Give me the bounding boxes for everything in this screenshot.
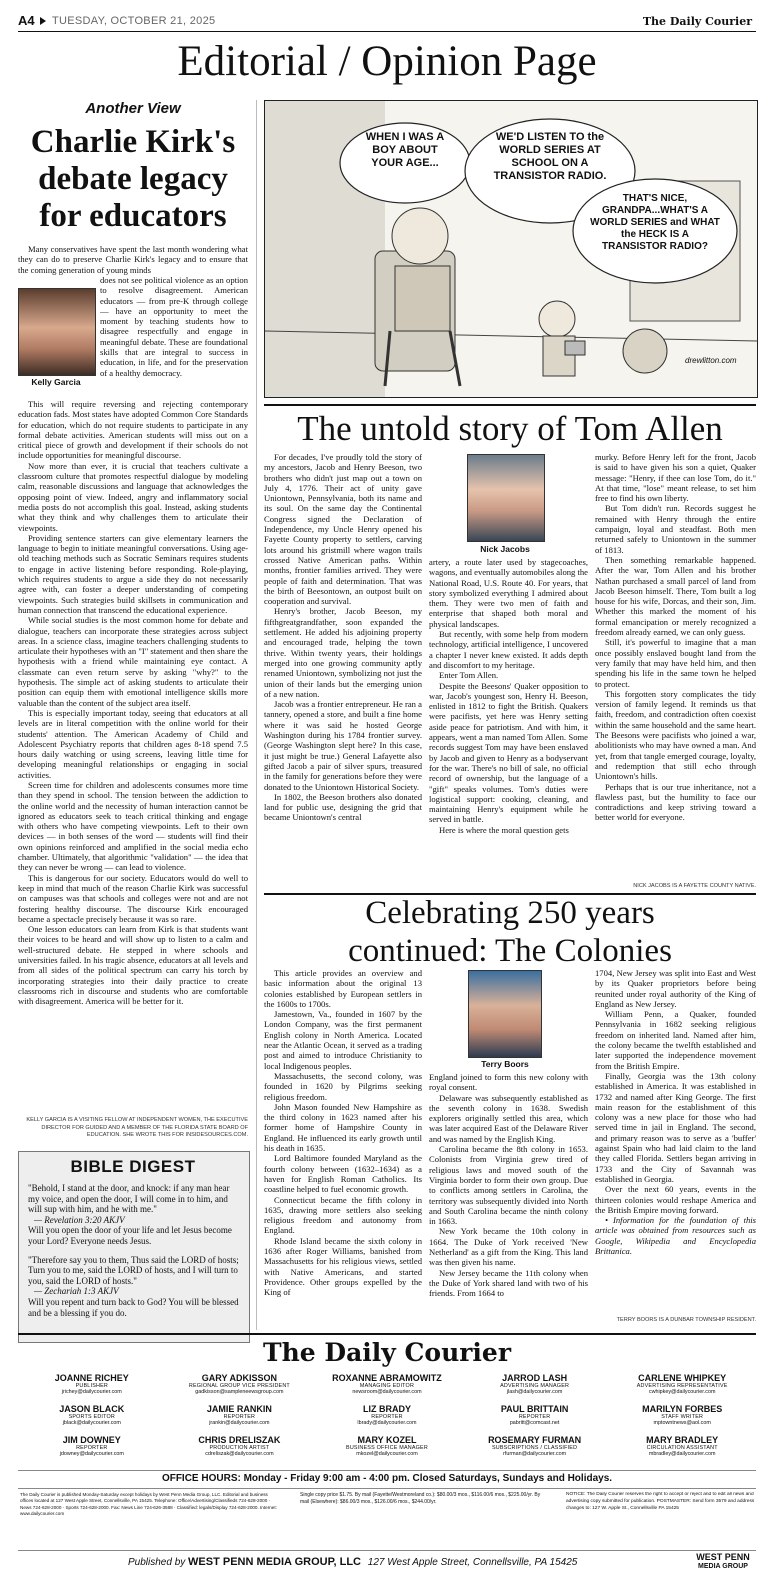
staff-email: mbradley@dailycourier.com (648, 1451, 716, 1457)
staff-name: CARLENE WHIPKEY (638, 1373, 727, 1383)
kirk-paragraph: Screen time for children and adolescents consumes more time than they spend in school. The tension between the addiction to the online world and the necessity of human interaction cannot be ignored as educators seek to teach critical thinking and engage with others who have competing viewpoints. Left to their own devices — in both senses of the word — students will find their own opinions reinforced and amplified in the social media echo chamber. Ultimately, that algorithmic "validation" — the idea that they can never be wrong — can lead to violence. (18, 779, 248, 873)
staff-email: jrankin@dailycourier.com (209, 1420, 270, 1426)
kirk-paragraph: Now more than ever, it is crucial that teachers cultivate a classroom culture that promotes respectful dialogue by modeling calm, reasonable discussions and language that acknowledges the opposing point of view. Indeed, angry and inflammatory social media posts do not accomplish this goal. Instead, asking students what they think and why challenges them to articulate their viewpoints. (18, 460, 248, 533)
staff-title: CIRCULATION ASSISTANT (646, 1445, 718, 1451)
kirk-tagline: KELLY GARCIA IS A VISITING FELLOW AT INDEPENDENT WOMEN, THE EXECUTIVE DIRECTOR FOR GUIDED AND A MEMBER OF THE FLORIDA STATE BOARD OF EDUCATION. SHE WROTE THIS FOR INSIDESOURCES.COM. (26, 1117, 248, 1138)
office-hours: OFFICE HOURS: Monday - Friday 9:00 am - 4:00 pm. Closed Saturdays, Sundays and Holidays. (161, 1473, 613, 1484)
colonies-col-2 (429, 1072, 588, 1324)
allen-headline: The untold story of Tom Allen (297, 409, 723, 448)
allen-paragraph: Henry's brother, Jacob Beeson, my fifthgreatgrandfather, soon expanded the settlement. He added his adjoining property and encouraged trade, helping the town thrive. Within twenty years, their holdings merged into one growing community aptly renamed Uniontown, symbolizing not just the union of their lands but the emerging union of a new nation. (264, 606, 422, 699)
staff-name: ROSEMARY FURMAN (488, 1435, 582, 1445)
colonies-paragraph: Carolina became the 8th colony in 1653. Colonists from Virginia grew tired of religious laws and moved south of the Virginia border to form their own group. Due to conflicts among settlers in Carolina, the territory was subsequently divided into North and South Carolina became the ninth colony in 1663. (429, 1144, 588, 1227)
cartoon-bubble-2: WE'D LISTEN TO the WORLD SERIES AT SCHOOL ON A TRANSISTOR RADIO. (493, 131, 607, 182)
bible-comment-1: Will you open the door of your life and let Jesus become your Lord? Everyone needs Jesus. (28, 1225, 232, 1246)
staff-name: MARY BRADLEY (646, 1435, 719, 1445)
page-title: Editorial / Opinion Page (177, 38, 597, 85)
terry-boors-photo (468, 970, 542, 1058)
allen-paragraph: In 1802, the Beeson brothers also donated land for public use, designing the grid that became Uniontown's central (264, 791, 422, 823)
bible-verse-2: "Therefore say you to them, Thus said the LORD of hosts; Turn you to me, said the LORD of hosts, and I will turn to you, said the LORD of hosts." (28, 1254, 239, 1286)
publisher-prefix: Published by (128, 1557, 186, 1568)
staff-title: REPORTER (223, 1414, 256, 1420)
staff-title: MANAGING EDITOR (359, 1383, 415, 1389)
kelly-garcia-caption: Kelly Garcia (31, 377, 81, 387)
colonies-headline: Celebrating 250 years continued: The Colonies (348, 895, 672, 969)
staff-title: SUBSCRIPTIONS / CLASSIFIED (491, 1445, 578, 1451)
allen-paragraph: Perhaps that is our true inheritance, not a flawless past, but the humility to face our contradictions and keep striving toward a better world for everyone. (595, 781, 756, 823)
colonies-paragraph: New York became the 10th colony in 1664. The Duke of York received 'New Netherland' as a gift from the King. This land was then given his name. (429, 1226, 588, 1268)
staff-title: REPORTER (371, 1414, 403, 1420)
masthead-logo: The Daily Courier (263, 1338, 511, 1367)
page-label-arrow-icon (40, 17, 46, 25)
staff-name: PAUL BRITTAIN (500, 1404, 569, 1414)
colonies-col-1 (264, 968, 422, 1324)
staff-name: JIM DOWNEY (62, 1435, 121, 1445)
staff-name: MARILYN FORBES (642, 1404, 723, 1414)
fine-print-right: NOTICE: The Daily Courier reserves the right to accept or reject and to edit all news and advertising copy submitted for publication. POSTMASTER: Send form 3579 and address changes to: 127 W. Apple St., Connellsville PA 15425 (566, 1492, 755, 1511)
publisher-company: WEST PENN MEDIA GROUP, LLC (188, 1556, 362, 1568)
kirk-paragraph: Providing sentence starters can give elementary learners the language to begin to initiate meaningful conversations. Using age-old teaching methods such as Socratic Seminars requires students to engage in active listening before responding. Role-playing, which requires students to argue a side they do not necessarily agree with, can foster a deeper understanding of competing viewpoints. Such strategies build skillsets in communication and human connection that transcend the educational experience. (18, 532, 248, 615)
staff-email: newsroom@dailycourier.com (352, 1389, 422, 1395)
kirk-intro-text: Many conservatives have spent the last month wondering what they can do to preserve Charlie Kirk's legacy and to ensure that the coming generation of young minds (18, 244, 248, 275)
fine-print-left: The Daily Courier is published Monday-Saturday except holidays by West Penn Media Group, LLC. Editorial and business offices located at 127 West Apple Street, Connellsville, PA 15425. Telephone: Office/Advertising/Classifieds 724-628-2000 · News 724-628-2000 · Sports 724-628-2000. Fax: News Line 724-626-3588 · Classified: legals/Display 724-628-2000. Internet: www.dailycourier.com (20, 1492, 277, 1516)
kirk-paragraph: This is especially important today, seeing that educators at all levels are in literal competition with the online world for their students' attention. The American Academy of Child and Adolescent Psychiatry reports that children ages 8-18 spend 7.5 hours daily watching or using screens, leaving little time for developing meaningful relationships or engaging in social activities. (18, 707, 248, 780)
header-rule (18, 31, 756, 32)
bible-ref-2: — Zechariah 1:3 AKJV (34, 1286, 119, 1297)
allen-paragraph: Then something remarkable happened. After the war, Tom Allen and his brother Nathan purchased a small parcel of land from Jacob Beeson himself. There, Tom built a log house for his wife, Dorcas, and their son, Jim. Whether this marked the moment of his formal emancipation or merely recognized a freedom already earned, we can only guess. (595, 554, 756, 638)
colonies-paragraph: John Mason founded New Hampshire as the third colony in 1623 named after his former home of Hampshire County in England. He influenced its early growth until his death in 1635. (264, 1101, 422, 1154)
staff-email: rfurman@dailycourier.com (503, 1451, 567, 1457)
staff-member (18, 1404, 166, 1435)
staff-row (18, 1435, 756, 1466)
colonies-paragraph: This article provides an overview and basic information about the original 13 colonies established by European settlers in the 1600s to 1700s. (264, 968, 422, 1009)
staff-member (166, 1404, 314, 1435)
office-hours-rule (18, 1470, 756, 1471)
kirk-wrap-text: does not see political violence as an option to resolve disagreement. American educators — from pre-K through college — have an opportunity to meet the moment by teaching students how to disagree respectfully and engage in meaningful debate. These are foundational skills that are integral to success in education, in life, and for the preservation of a healthy democracy. (100, 275, 248, 378)
kirk-intro (18, 244, 248, 275)
colonies-paragraph: Over the next 60 years, events in the thirteen colonies would reshape America and the British Empire moving forward. (595, 1184, 756, 1215)
west-penn-logo-bottom: MEDIA GROUP (698, 1563, 748, 1570)
staff-member (461, 1404, 609, 1435)
staff-title: REPORTER (76, 1445, 108, 1451)
allen-paragraph: murky. Before Henry left for the front, Jacob is said to have given his son a quiet, Quaker message: "Henry, if thee can lose Tom, do it." At that time, "lose" meant release, to set him free to find his own liberty. (595, 452, 756, 504)
staff-name: CHRIS DRELISZAK (198, 1435, 281, 1445)
kirk-kicker: Another View (85, 100, 181, 117)
publisher-rule (18, 1550, 756, 1551)
colonies-paragraph: 1704, New Jersey was split into East and West by its Quaker proprietors before being reunited under royal authority of the King of England as New Jersey. (595, 968, 756, 1009)
allen-paragraph: artery, a route later used by stagecoaches, wagons, and eventually automobiles along the National Road, U.S. Route 40. For years, that story symbolized everything I admired about them. They were two men of faith and enterprise that shaped both moral and physical landscapes. (429, 557, 588, 629)
colonies-paragraph: Rhode Island became the sixth colony in 1636 after Roger Williams, banished from Massachusetts for his religious views, settled with Native Americans, and started Providence. Other groups expelled by the King of (264, 1235, 422, 1298)
staff-email: mptowntnews@aol.com (653, 1420, 711, 1426)
colonies-paragraph: New Jersey became the 11th colony when the Duke of York shared land with two of his friends. From 1664 to (429, 1267, 588, 1299)
colonies-paragraph: Delaware was subsequently established as the seventh colony in 1638. Swedish explorers originally settled this area, which was later acquired East of the Delaware River and was named by the English King. (429, 1092, 588, 1144)
publisher-line (128, 1556, 577, 1568)
staff-title: ADVERTISING REPRESENTATIVE (636, 1383, 728, 1389)
kirk-body (18, 399, 248, 1116)
terry-boors-caption: Terry Boors (481, 1059, 529, 1069)
staff-email: lbrady@dailycourier.com (357, 1420, 417, 1426)
kirk-paragraph: This will require reversing and rejecting contemporary education fads. Most states have adopted Common Core Standards for education, which do not require students to participate in any formal debate activities. American students will miss out on a critical piece of growth and development if their schools do not include opportunities for meaningful discourse. (18, 399, 248, 461)
staff-name: ROXANNE ABRAMOWITZ (332, 1373, 442, 1383)
footer-top-rule (18, 1333, 756, 1335)
bible-comment-2: Will you repent and turn back to God? You will be blessed and be a blessing if you do. (28, 1296, 239, 1318)
allen-paragraph: Still, it's powerful to imagine that a man once possibly enslaved bought land from the very family that may have held him, and then spending his life in the same town he helped to protect. (595, 637, 756, 689)
allen-col-2 (429, 557, 588, 882)
cartoon-bubble-1: WHEN I WAS A BOY ABOUT YOUR AGE... (365, 131, 445, 169)
allen-paragraph: Enter Tom Allen. (439, 670, 499, 681)
staff-member (166, 1373, 314, 1404)
nick-jacobs-caption: Nick Jacobs (480, 544, 530, 554)
staff-name: JAMIE RANKIN (206, 1404, 272, 1414)
staff-title: PUBLISHER (75, 1383, 108, 1389)
staff-member (608, 1435, 756, 1466)
allen-paragraph: But Tom didn't run. Records suggest he remained with Henry through the entire campaign, loyal and steadfast. Both men returned safely to Uniontown in the summer of 1813. (595, 503, 756, 555)
colonies-paragraph: Finally, Georgia was the 13th colony established in America. It was established in 1732 and named after King George. The first main reason for the establishment of this colony was a new place for those who had served time in jail in England. The second, and primary reason was to serve as a 'buffer' against Spain who had laid claim to the land they called Florida. Settlers began arriving in 1733 and the City of Savannah was established in Georgia. (595, 1070, 756, 1184)
cartoon-frame (264, 100, 758, 398)
colonies-paragraph: Jamestown, Va., founded in 1607 by the London Company, was the first permanent English colony in North America. Located near the Atlantic Ocean, it served as a trading post and aimed to introduce Christianity to local Indigenous peoples. (264, 1009, 422, 1071)
west-penn-logo-top: WEST PENN (696, 1552, 750, 1562)
kirk-paragraph: One lesson educators can learn from Kirk is that students want their voices to be heard and will show up to listen to a calm and well-structured debate. He stepped in where schools and universities failed. In his tragic absence, educators at all levels and from all sides of the political spectrum can carry his torch by incorporating strategies into their daily practice to create classrooms rich in discourse and students who are comfortable with disagreement. America will be better for it. (18, 924, 248, 1007)
west-penn-logo (690, 1553, 756, 1571)
cartoon-bubble-3: THAT'S NICE, GRANDPA...WHAT'S A WORLD SERIES and WHAT the HECK IS A TRANSISTOR RADIO? (590, 193, 720, 252)
colonies-paragraph: Lord Baltimore founded Maryland as the fourth colony between (1632–1634) as a haven for English Roman Catholics. Its coastline helped to fuel economic growth. (264, 1153, 422, 1195)
publisher-address: 127 West Apple Street, Connellsville, PA 15425 (367, 1557, 578, 1568)
kirk-paragraph: This is dangerous for our society. Educators would do well to keep in mind that much of the reason Charlie Kirk was successful on campuses was that schools and colleges were not and are not fostering healthy discourse. The discourse Kirk encouraged became a spectacle precisely because it was so rare. (18, 872, 248, 924)
staff-email: mkozel@dailycourier.com (356, 1451, 418, 1457)
allen-paragraph: Despite the Beesons' Quaker opposition to war, Jacob's youngest son, Henry H. Beeson, enlisted in 1812 to fight the British. Quakers were pacifists, yet here was Henry setting aside peace for patriotism. And with him, it appears, went a man named Tom Allen. Some records suggest Tom may have been enslaved by Jacob and given to Henry as a bodyservant for the war. There's no bill of sale, no official record of ownership, but the language of a "gift" speaks volumes. Tom's duties were logistical support: cooking, cleaning, and maintaining Henry's equipment while he served in battle. (429, 680, 588, 825)
allen-col-3 (595, 452, 756, 882)
staff-member (313, 1435, 461, 1466)
allen-paragraph: This forgotten story complicates the tidy version of family legend. It reminds us that faith, freedom, and contradiction often coexist within the same household and the same heart. The Beesons were pacifists who joined a war, abolitionists who may have owned a man. And yet, from that tangle emerged courage, loyalty, and redemption that still echo through Uniontown's hills. (595, 688, 756, 782)
staff-member (18, 1373, 166, 1404)
page-label: A4 (18, 13, 35, 28)
allen-paragraph: Jacob was a frontier entrepreneur. He ran a tannery, opened a store, and built a fine home where it was said he hosted George Washington during his 1784 frontier survey. (George Washington slept here? In this case, it just might be true.) General Lafayette also gifted Jacob a pair of silver spurs, treasured in the family for generations before they were donated to the Uniontown Historical Society. (264, 699, 422, 792)
staff-title: REPORTER (518, 1414, 551, 1420)
staff-member (461, 1435, 609, 1466)
allen-tagline: NICK JACOBS IS A FAYETTE COUNTY NATIVE. (633, 883, 756, 889)
staff-grid (18, 1373, 756, 1468)
staff-member (18, 1435, 166, 1466)
colonies-paragraph: England joined to form this new colony with royal consent. (429, 1072, 588, 1093)
staff-email: gadkisson@sampleneewsgroup.com (195, 1389, 284, 1395)
staff-row (18, 1373, 756, 1404)
staff-name: GARY ADKISSON (201, 1373, 277, 1383)
staff-member (313, 1373, 461, 1404)
staff-email: pabritt@comcast.net (509, 1420, 560, 1426)
allen-col-1 (264, 452, 422, 882)
staff-member (313, 1404, 461, 1435)
bible-digest-title: BIBLE DIGEST (70, 1157, 196, 1176)
allen-paragraph: But recently, with some help from modern technology, artificial intelligence, I uncovered a chapter I never knew existed. It adds depth and discomfort to my heritage. (429, 629, 588, 670)
fine-print-rule (18, 1488, 756, 1489)
staff-title: STAFF WRITER (661, 1414, 704, 1420)
bible-digest-body (28, 1183, 240, 1338)
staff-name: MARY KOZEL (357, 1435, 417, 1445)
colonies-tagline: TERRY BOORS IS A DUNBAR TOWNSHIP RESIDENT. (616, 1317, 756, 1323)
staff-title: BUSINESS OFFICE MANAGER (346, 1445, 428, 1451)
colonies-col-3 (595, 968, 756, 1308)
colonies-paragraph: William Penn, a Quaker, founded Pennsylvania in 1682 seeking religious freedom on inherited land. Named after him, the colony became the twelfth established and later supported the independence movement from the British Empire. (595, 1009, 756, 1071)
staff-member (461, 1373, 609, 1404)
staff-row (18, 1404, 756, 1435)
kelly-garcia-photo (18, 288, 96, 376)
staff-email: cdreliszak@dailycourier.com (205, 1451, 274, 1457)
kirk-paragraph: While social studies is the most common home for debate and dialogue, teachers can incorporate these strategies across subject areas. In a science class, imagine teachers challenging students to articulate their hypotheses with an "I" statement and then share the hypothesis with a friend while maintaining eye contact. A classmate can even return serve by asking "why?" to the hypothesis. The simple act of asking students to articulate their position can equip them with emotional intelligence skills more valuable than the content of the subject area itself. (18, 615, 248, 708)
staff-member (608, 1373, 756, 1404)
staff-name: JARROD LASH (502, 1373, 568, 1383)
colonies-paragraph: Massachusetts, the second colony, was founded in 1620 by Pilgrims seeking religious freedom. (264, 1070, 422, 1102)
staff-email: jdowney@dailycourier.com (59, 1451, 124, 1457)
allen-paragraph: Here is where the moral question gets (439, 824, 569, 835)
kirk-wrap (100, 275, 248, 387)
staff-title: PRODUCTION ARTIST (209, 1445, 270, 1451)
staff-member (608, 1404, 756, 1435)
bible-ref-1: — Revelation 3:20 AKJV (34, 1214, 125, 1225)
kirk-headline: Charlie Kirk's debate legacy for educators (30, 124, 236, 234)
staff-name: LIZ BRADY (362, 1404, 411, 1414)
staff-member (166, 1435, 314, 1466)
issue-date: TUESDAY, OCTOBER 21, 2025 (52, 15, 216, 27)
fine-print-middle: Single copy price $1.75. By mail (Fayette/Westmoreland co.): $80.00/3 mos., $116.00/6 mos., $225.00/yr. By mail (Elsewhere): $86.00/3 mos., $126.00/6 mos., $244.00/yr. (300, 1492, 541, 1505)
staff-title: SPORTS EDITOR (68, 1414, 116, 1420)
allen-paragraph: For decades, I've proudly told the story of my ancestors, Jacob and Henry Beeson, two brothers who didn't just map out a town on July 4, 1776. Their act of unity gave Uniontown, Pennsylvania, both its name and its soul. On the same day the Continental Congress signed the Declaration of Independence, my Uncle Henry opened his Fayette County property to settlers, carving lots around his gristmill where wagon trails crossed Native American paths. Within months, frontier families arrived. They were people of faith and determination. That was the birth of Beesontown, an outpost built on cooperation and survival. (264, 452, 422, 607)
staff-title: REGIONAL GROUP VICE PRESIDENT (188, 1383, 290, 1389)
colonies-note: • Information for the foundation of this article was obtained from resources such as Google, Wikipedia and Encyclopedia Brittanica. (595, 1215, 756, 1257)
cartoon-signature: drewlitton.com (685, 356, 737, 365)
masthead-small: The Daily Courier (642, 15, 752, 28)
staff-email: jblack@dailycourier.com (62, 1420, 121, 1426)
staff-email: jlash@dailycourier.com (506, 1389, 563, 1395)
bible-verse-1: "Behold, I stand at the door, and knock: if any man hear my voice, and open the door, I will come in to him, and will sup with him, and he with me." (28, 1183, 230, 1215)
staff-name: JASON BLACK (59, 1404, 125, 1414)
staff-name: JOANNE RICHEY (54, 1373, 129, 1383)
column-divider (256, 100, 257, 1330)
staff-title: ADVERTISING MANAGER (500, 1383, 570, 1389)
staff-email: cwhipkey@dailycourier.com (648, 1389, 716, 1395)
colonies-paragraph: Connecticut became the fifth colony in 1635, drawing more settlers also seeking religious freedom and autonomy from England. (264, 1194, 422, 1236)
staff-email: jrichey@dailycourier.com (61, 1389, 122, 1395)
nick-jacobs-photo (467, 454, 545, 542)
allen-top-rule (264, 404, 756, 406)
